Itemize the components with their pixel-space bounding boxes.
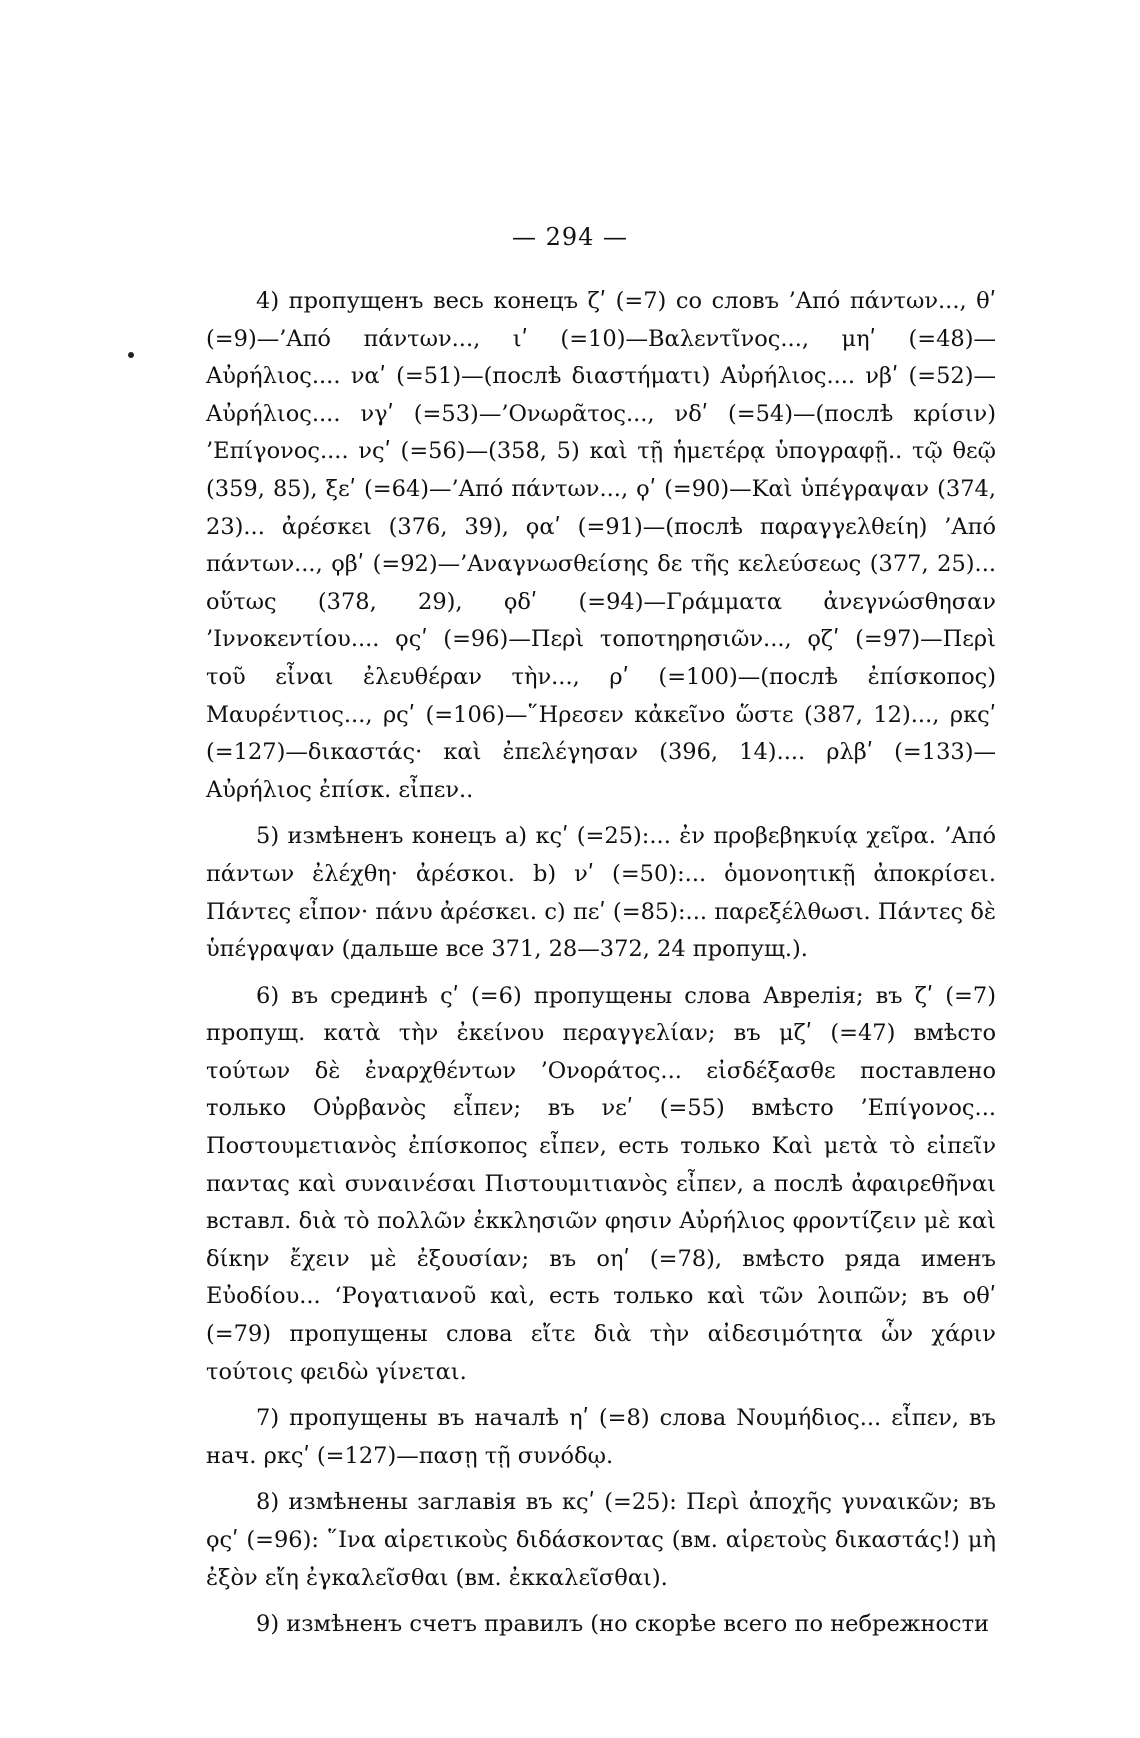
paragraph-item-9: 9) измѣненъ счетъ правилъ (но скорѣе всего по небрежности bbox=[256, 1611, 990, 1638]
paragraph-item-5: 5) измѣненъ конецъ a) κςʹ (=25):... ἐν προβεβηκυίᾳ χεῖρα. ’Από πάντων ἐλέχθη· ἀρέσκοι. b) νʹ (=50):... ὁμονοητικῇ ἀποκρίσει. Πάντες εἶπον· πάνυ ἀρέσκει. c) πεʹ (=85):... παρεξέλθωσι. Πάντες δὲ ὑπέγραψαν (дальше все 371, 28—372, 24 пропущ.). bbox=[206, 823, 996, 963]
paragraph-item-6: 6) въ срединѣ ςʹ (=6) пропущены слова Авpелія; въ ζʹ (=7) пропущ. κατὰ τὴν ἐκείνου περαγγελίαν; въ μζʹ (=47) вмѣсто τούτων δὲ ἐναρχθέντων ’Ονοράτος... εἰσδέξασθε поставлено только Οὐρβανὸς εἶπεν; въ νεʹ (=55) вмѣсто ’Επίγονος... Ποστουμετιανὸς ἐπίσκοπος εἶπεν, есть только Καὶ μετὰ τὸ εἰπεῖν παντας καὶ συναινέσαι Πιστουμιτιανὸς εἶπεν, а послѣ ἀφαιρεθῆναι вставл. διὰ τὸ πολλῶν ἐκκλησιῶν φησιν Αὐρήλιος φροντίζειν μὲ καὶ δίκην ἔχειν μὲ ἐξουσίαν; въ οηʹ (=78), вмѣсто ряда именъ Εὐοδίου... ‘Ρογατιανοῦ καὶ, есть только καὶ τῶν λοιπῶν; въ οθʹ (=79) пропущены слова εἴτε διὰ τὴν αἰδεσιμότητα ὧν χάριν τούτοις φειδὼ γίνεται. bbox=[206, 982, 996, 1385]
paragraph-item-7: 7) пропущены въ началѣ ηʹ (=8) слова Νουμήδιος... εἶπεν, въ нач. ρκςʹ (=127)—πασῃ τῇ συνόδῳ. bbox=[206, 1405, 996, 1469]
paragraph-item-8: 8) измѣнены заглавія въ κςʹ (=25): Περὶ ἀποχῆς γυναικῶν; въ ϙςʹ (=96): ῞Ινα αἱρετικοὺς διδάσκοντας (вм. αἱρετοὺς δικαστάς!) μὴ ἐξὸν εἴη ἐγκαλεῖσθαι (вм. ἐκκαλεῖσθαι). bbox=[206, 1489, 996, 1591]
page-number: — 294 — bbox=[511, 223, 629, 251]
body-text bbox=[206, 283, 996, 1644]
margin-dot-mark bbox=[128, 352, 134, 358]
paragraph-item-4: 4) пропущенъ весь конецъ ζʹ (=7) со словъ ’Από πάντων..., θʹ (=9)—’Από πάντων..., ιʹ (=10)—Βαλεντῖνος..., μηʹ (=48)—Αὐρήλιος.... ναʹ (=51)—(послѣ διαστήματι) Αὐρήλιος.... νβʹ (=52)—Αὐρήλιος.... νγʹ (=53)—’Ονωρᾶτος..., νδʹ (=54)—(послѣ κρίσιν) ’Επίγονος.... νςʹ (=56)—(358, 5) καὶ τῇ ἡμετέρᾳ ὑπογραφῇ.. τῷ θεῷ (359, 85), ξεʹ (=64)—’Από πάντων..., ϙʹ (=90)—Καὶ ὑπέγραψαν (374, 23)... ἀρέσκει (376, 39), ϙαʹ (=91)—(послѣ παραγγελθείη) ’Από πάντων..., ϙβʹ (=92)—’Αναγνωσθείσης δε τῆς κελεύσεως (377, 25)... οὕτως (378, 29), ϙδʹ (=94)—Γράμματα ἀνεγνώσθησαν ’Ιννοκεντίου.... ϙςʹ (=96)—Περὶ τοποτηρησιῶν..., ϙζʹ (=97)—Περὶ τοῦ εἶναι ἐλευθέραν τὴν..., ρʹ (=100)—(послѣ ἐπίσκοπος) Μαυρέντιος..., ρςʹ (=106)—῞Ηρεσεν κἀκεῖνο ὥστε (387, 12)..., ρκςʹ (=127)—δικαστάς· καὶ ἐπελέγησαν (396, 14).... ρλβʹ (=133)—Αὐρήλιος ἐπίσκ. εἶπεν.. bbox=[206, 288, 996, 803]
